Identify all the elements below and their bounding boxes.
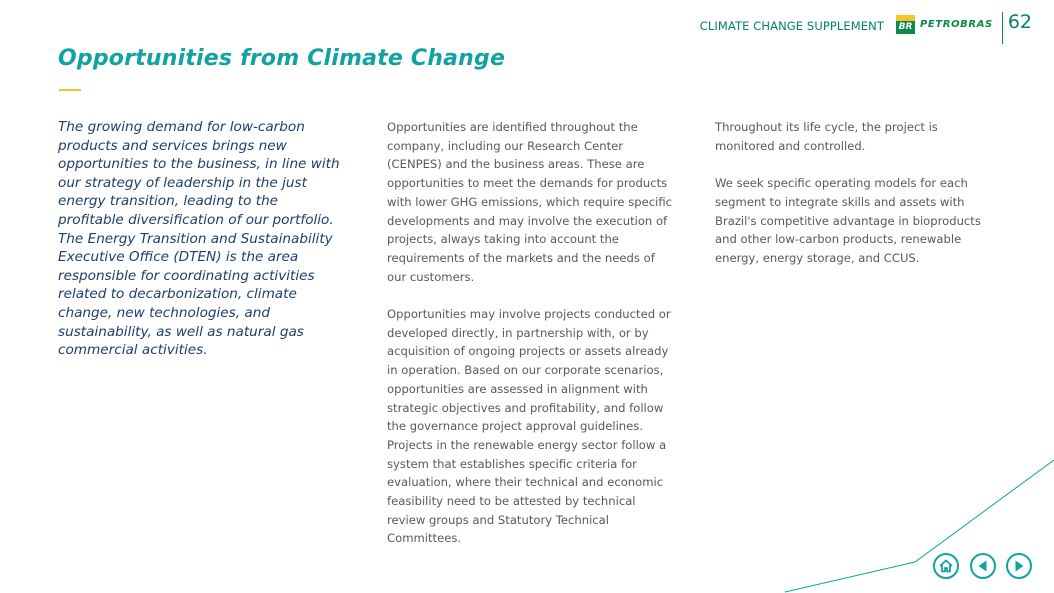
navigation-controls bbox=[927, 553, 1032, 579]
middle-paragraph-1: Opportunities are identified throughout the company, including our Research Center (CENPES) and the business areas. These are opportunities to meet the demands for products with lower GHG emissions, which require specific developments and may involve the execution of projects, always taking into account the requirements of the markets and the needs of our customers. bbox=[387, 120, 673, 284]
logo-wordmark: PETROBRAS bbox=[920, 19, 993, 30]
right-paragraph-1: Throughout its life cycle, the project is monitored and controlled. bbox=[715, 120, 938, 153]
right-paragraph-2: We seek specific operating models for each segment to integrate skills and assets with Brazil's competitive advantage in bioproducts and other low-carbon products, renewable energy, energy storage, and CCUS. bbox=[715, 176, 981, 265]
arrow-right-icon bbox=[1008, 555, 1030, 577]
page-number: 62 bbox=[1007, 11, 1032, 33]
logo-br-text: BR bbox=[896, 21, 915, 34]
supplement-label: CLIMATE CHANGE SUPPLEMENT bbox=[699, 19, 884, 33]
page-title: Opportunities from Climate Change bbox=[58, 46, 506, 71]
intro-paragraph: The growing demand for low-carbon products and services brings new opportunities to the business, in line with our strategy of leadership in the just energy transition, leading to the profitable diversification of our portfolio. The Energy Transition and Sustainability Executive Office (DTEN) is the area responsible for coordinating activities related to decarbonization, climate change, new technologies, and sustainability, as well as natural gas commercial activities. bbox=[58, 119, 340, 359]
previous-page-button[interactable] bbox=[970, 553, 996, 579]
next-page-button[interactable] bbox=[1006, 553, 1032, 579]
arrow-left-icon bbox=[972, 555, 994, 577]
home-icon bbox=[935, 555, 957, 577]
home-button[interactable] bbox=[933, 553, 959, 579]
middle-paragraph-2: Opportunities may involve projects conducted or developed directly, in partnership with, or by acquisition of ongoing projects or assets already in operation. Based on our corporate scenarios, opportunities are assessed in alignment with strategic objectives and profitability, and follow the governance project approval guidelines. Projects in the renewable energy sector follow a system that establishes specific criteria for evaluation, where their technical and economic feasibility need to be attested by technical review groups and Statutory Technical Committees. bbox=[387, 307, 671, 546]
